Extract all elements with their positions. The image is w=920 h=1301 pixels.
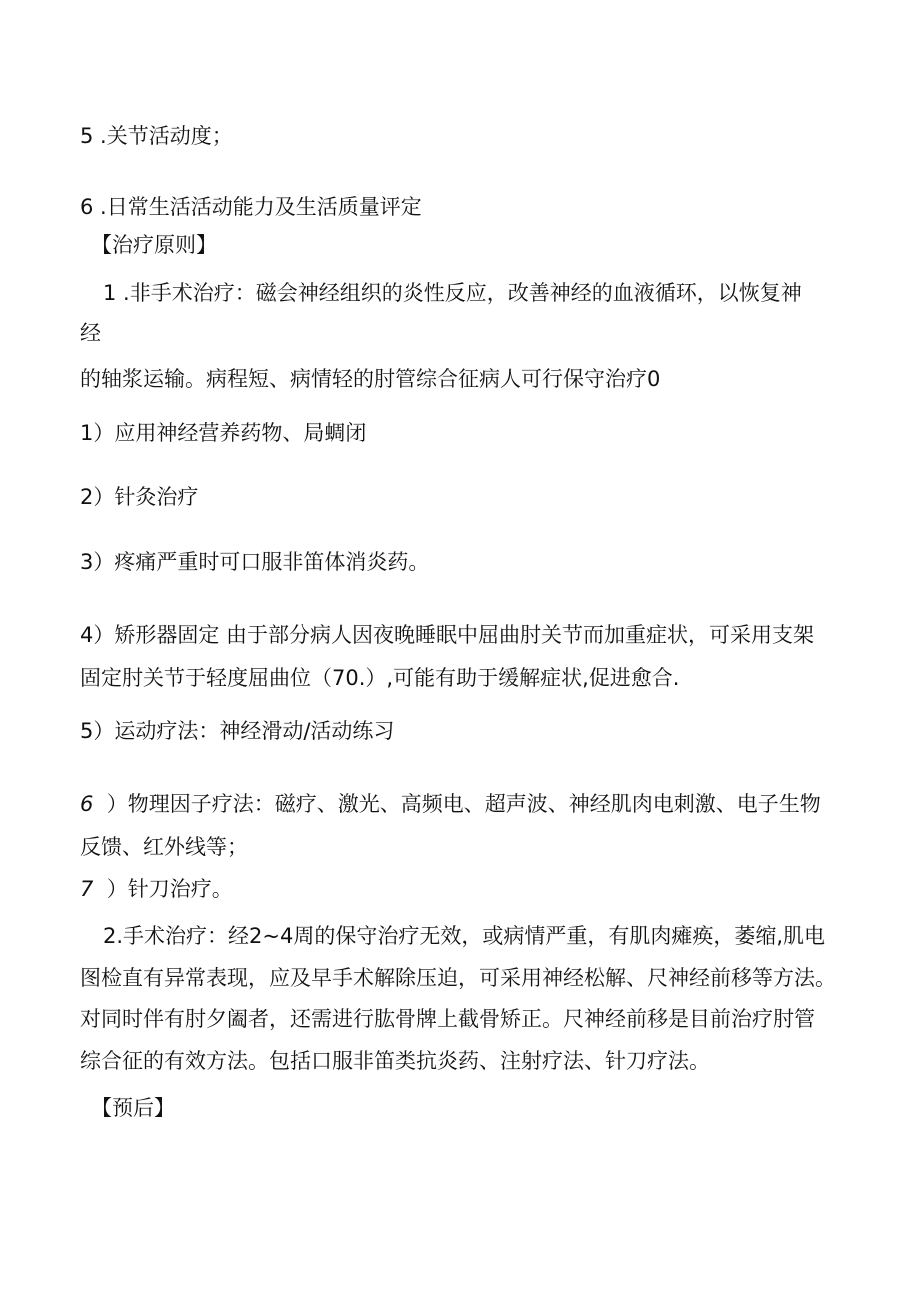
item-6-daily-living-assessment: 6 .日常生活活动能力及生活质量评定	[80, 195, 422, 219]
surgical-treatment-line-2: 图检直有异常表现，应及早手术解除压迫，可采用神经松解、尺神经前移等方法。	[80, 966, 836, 990]
subitem-6-physical-therapy-line-1: 6 ）物理因子疗法：磁疗、激光、高频电、超声波、神经肌肉电刺激、电子生物	[80, 792, 821, 816]
surgical-treatment-line-1: 2.手术治疗：经2~4周的保守治疗无效，或病情严重，有肌肉瘫痪，萎缩,肌电	[103, 924, 826, 948]
subitem-4-orthosis-line-2: 固定肘关节于轻度屈曲位（70.）,可能有助于缓解症状,促进愈合.	[80, 666, 680, 690]
nonsurgical-treatment-line-2: 经	[80, 321, 101, 345]
italic-number: 7	[80, 877, 94, 901]
surgical-treatment-line-4: 综合征的有效方法。包括口服非笛类抗炎药、注射疗法、针刀疗法。	[80, 1049, 710, 1073]
nonsurgical-treatment-line-1: 1 .非手术治疗：磁会神经组织的炎性反应，改善神经的血液循环，以恢复神	[103, 281, 802, 305]
subitem-6-physical-therapy-line-2: 反馈、红外线等；	[80, 835, 248, 859]
subitem-3-nsaids: 3）疼痛严重时可口服非笛体消炎药。	[80, 550, 430, 574]
italic-number: 6	[80, 792, 94, 816]
heading-prognosis: 【预后】	[91, 1096, 175, 1120]
subitem-7-needle-knife: 7 ）针刀治疗。	[80, 877, 233, 901]
subitem-4-orthosis-line-1: 4）矫形器固定 由于部分病人因夜晚睡眠中屈曲肘关节而加重症状，可采用支架	[80, 623, 815, 647]
item-5-range-of-motion: 5 .关节活动度；	[80, 124, 233, 148]
subitem-1-neurotrophic-drugs: 1）应用神经营养药物、局蜩闭	[80, 421, 367, 445]
heading-treatment-principles: 【治疗原则】	[91, 233, 217, 257]
nonsurgical-treatment-line-3: 的轴浆运输。病程短、病情轻的肘管综合征病人可行保守治疗0	[80, 367, 661, 391]
surgical-treatment-line-3: 对同时伴有肘夕阖者，还需进行肱骨牌上截骨矫正。尺神经前移是目前治疗肘管	[80, 1007, 815, 1031]
subitem-2-acupuncture: 2）针灸治疗	[80, 485, 199, 509]
subitem-5-exercise-therapy: 5）运动疗法：神经滑动/活动练习	[80, 719, 395, 743]
